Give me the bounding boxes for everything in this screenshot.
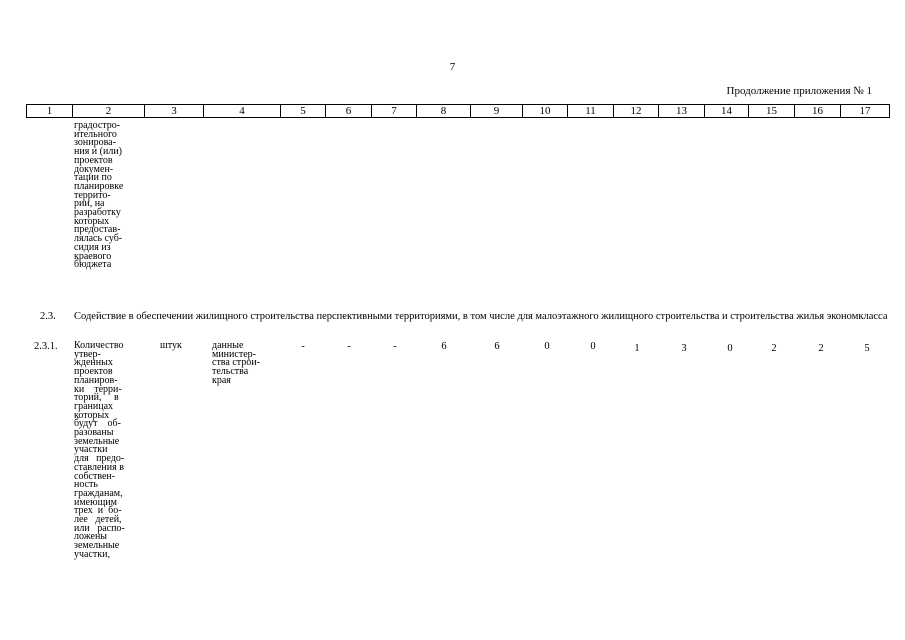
header-cell: 8 — [417, 105, 471, 118]
header-cell: 6 — [326, 105, 372, 118]
header-cell: 4 — [204, 105, 281, 118]
row-number: 2.3.1. — [34, 341, 58, 352]
row-source: данные министер- ства строи- тельства края — [212, 340, 260, 386]
value-col12: 1 — [634, 343, 640, 354]
header-cell: 17 — [841, 105, 890, 118]
header-cell: 13 — [659, 105, 705, 118]
prev-row-indicator-text: градостро- ительного зонирова- ния и (или) проектов докумен- тации по планировке террито- рии, на разработку которых предостав- лялась суб- сидия из краевого бюджета — [74, 120, 124, 271]
header-cell: 16 — [795, 105, 841, 118]
header-cell: 1 — [27, 105, 73, 118]
page-number: 7 — [449, 61, 456, 73]
row-indicator-text: Количество утвер- жденных проектов планиров- ки терри- торий, в границах которых будут об- разованы земельные участки для предо- ставления в собствен- ность гражданам, имеющим трех и бо- лее детей, или распо- ложены земельные участки, — [74, 340, 125, 560]
header-cell: 3 — [145, 105, 204, 118]
header-cell: 5 — [281, 105, 326, 118]
header-cell: 14 — [705, 105, 749, 118]
value-col10: 0 — [544, 341, 550, 352]
value-col11: 0 — [590, 341, 596, 352]
header-cell: 10 — [523, 105, 568, 118]
value-col5: - — [301, 341, 305, 352]
header-cell: 12 — [614, 105, 659, 118]
value-col8: 6 — [441, 341, 447, 352]
row-unit: штук — [160, 340, 182, 351]
header-cell: 11 — [568, 105, 614, 118]
value-col15: 2 — [771, 343, 777, 354]
value-col17: 5 — [864, 343, 870, 354]
table-header — [26, 104, 890, 118]
continuation-label: Продолжение приложения № 1 — [726, 85, 872, 97]
value-col7: - — [393, 341, 397, 352]
section-title: Содействие в обеспечении жилищного строительства перспективными территориями, в том числе для малоэтажного жилищного строительства и строительства жилья экономкласса — [74, 311, 888, 322]
value-col16: 2 — [818, 343, 824, 354]
value-col6: - — [347, 341, 351, 352]
header-cell: 2 — [73, 105, 145, 118]
header-cell: 7 — [372, 105, 417, 118]
value-col13: 3 — [681, 343, 687, 354]
section-number: 2.3. — [40, 311, 56, 322]
header-cell: 15 — [749, 105, 795, 118]
header-cell: 9 — [471, 105, 523, 118]
value-col14: 0 — [727, 343, 733, 354]
value-col9: 6 — [494, 341, 500, 352]
